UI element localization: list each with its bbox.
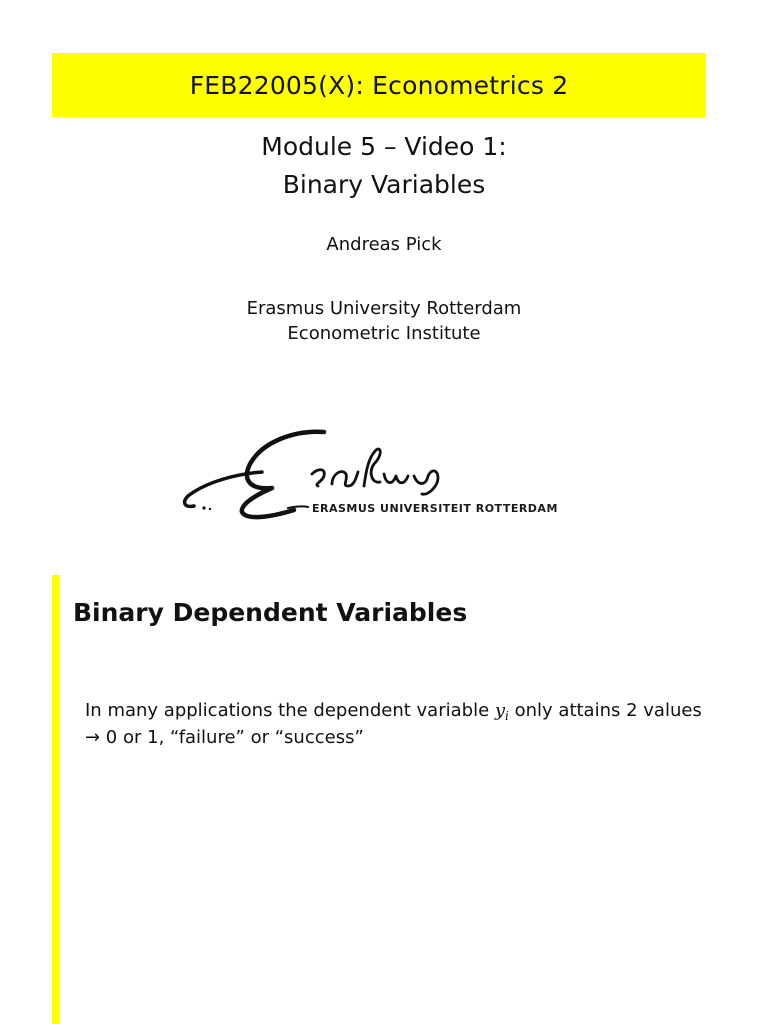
erasmus-signature-logo-icon	[176, 424, 576, 524]
body-text-line-1	[85, 700, 702, 721]
course-title: FEB22005(X): Econometrics 2	[189, 70, 569, 100]
logo-caption: ERASMUS UNIVERSITEIT ROTTERDAM	[312, 502, 558, 515]
slide-heading: Binary Dependent Variables	[73, 598, 468, 627]
body-text-line-2: → 0 or 1, “failure” or “success”	[85, 727, 364, 748]
university-name: Erasmus University Rotterdam	[246, 298, 522, 319]
institute-name: Econometric Institute	[287, 323, 481, 344]
math-subscript-i: i	[505, 709, 509, 723]
slide-accent-bar	[52, 575, 59, 1024]
math-variable-y: y	[494, 700, 506, 721]
body-text-after-variable: only attains 2 values	[508, 700, 702, 721]
course-title-banner	[52, 53, 706, 117]
module-subtitle: Binary Variables	[282, 170, 486, 199]
module-title: Module 5 – Video 1:	[261, 132, 507, 161]
author-name: Andreas Pick	[326, 234, 442, 255]
body-text-before-variable: In many applications the dependent variable	[85, 700, 495, 721]
